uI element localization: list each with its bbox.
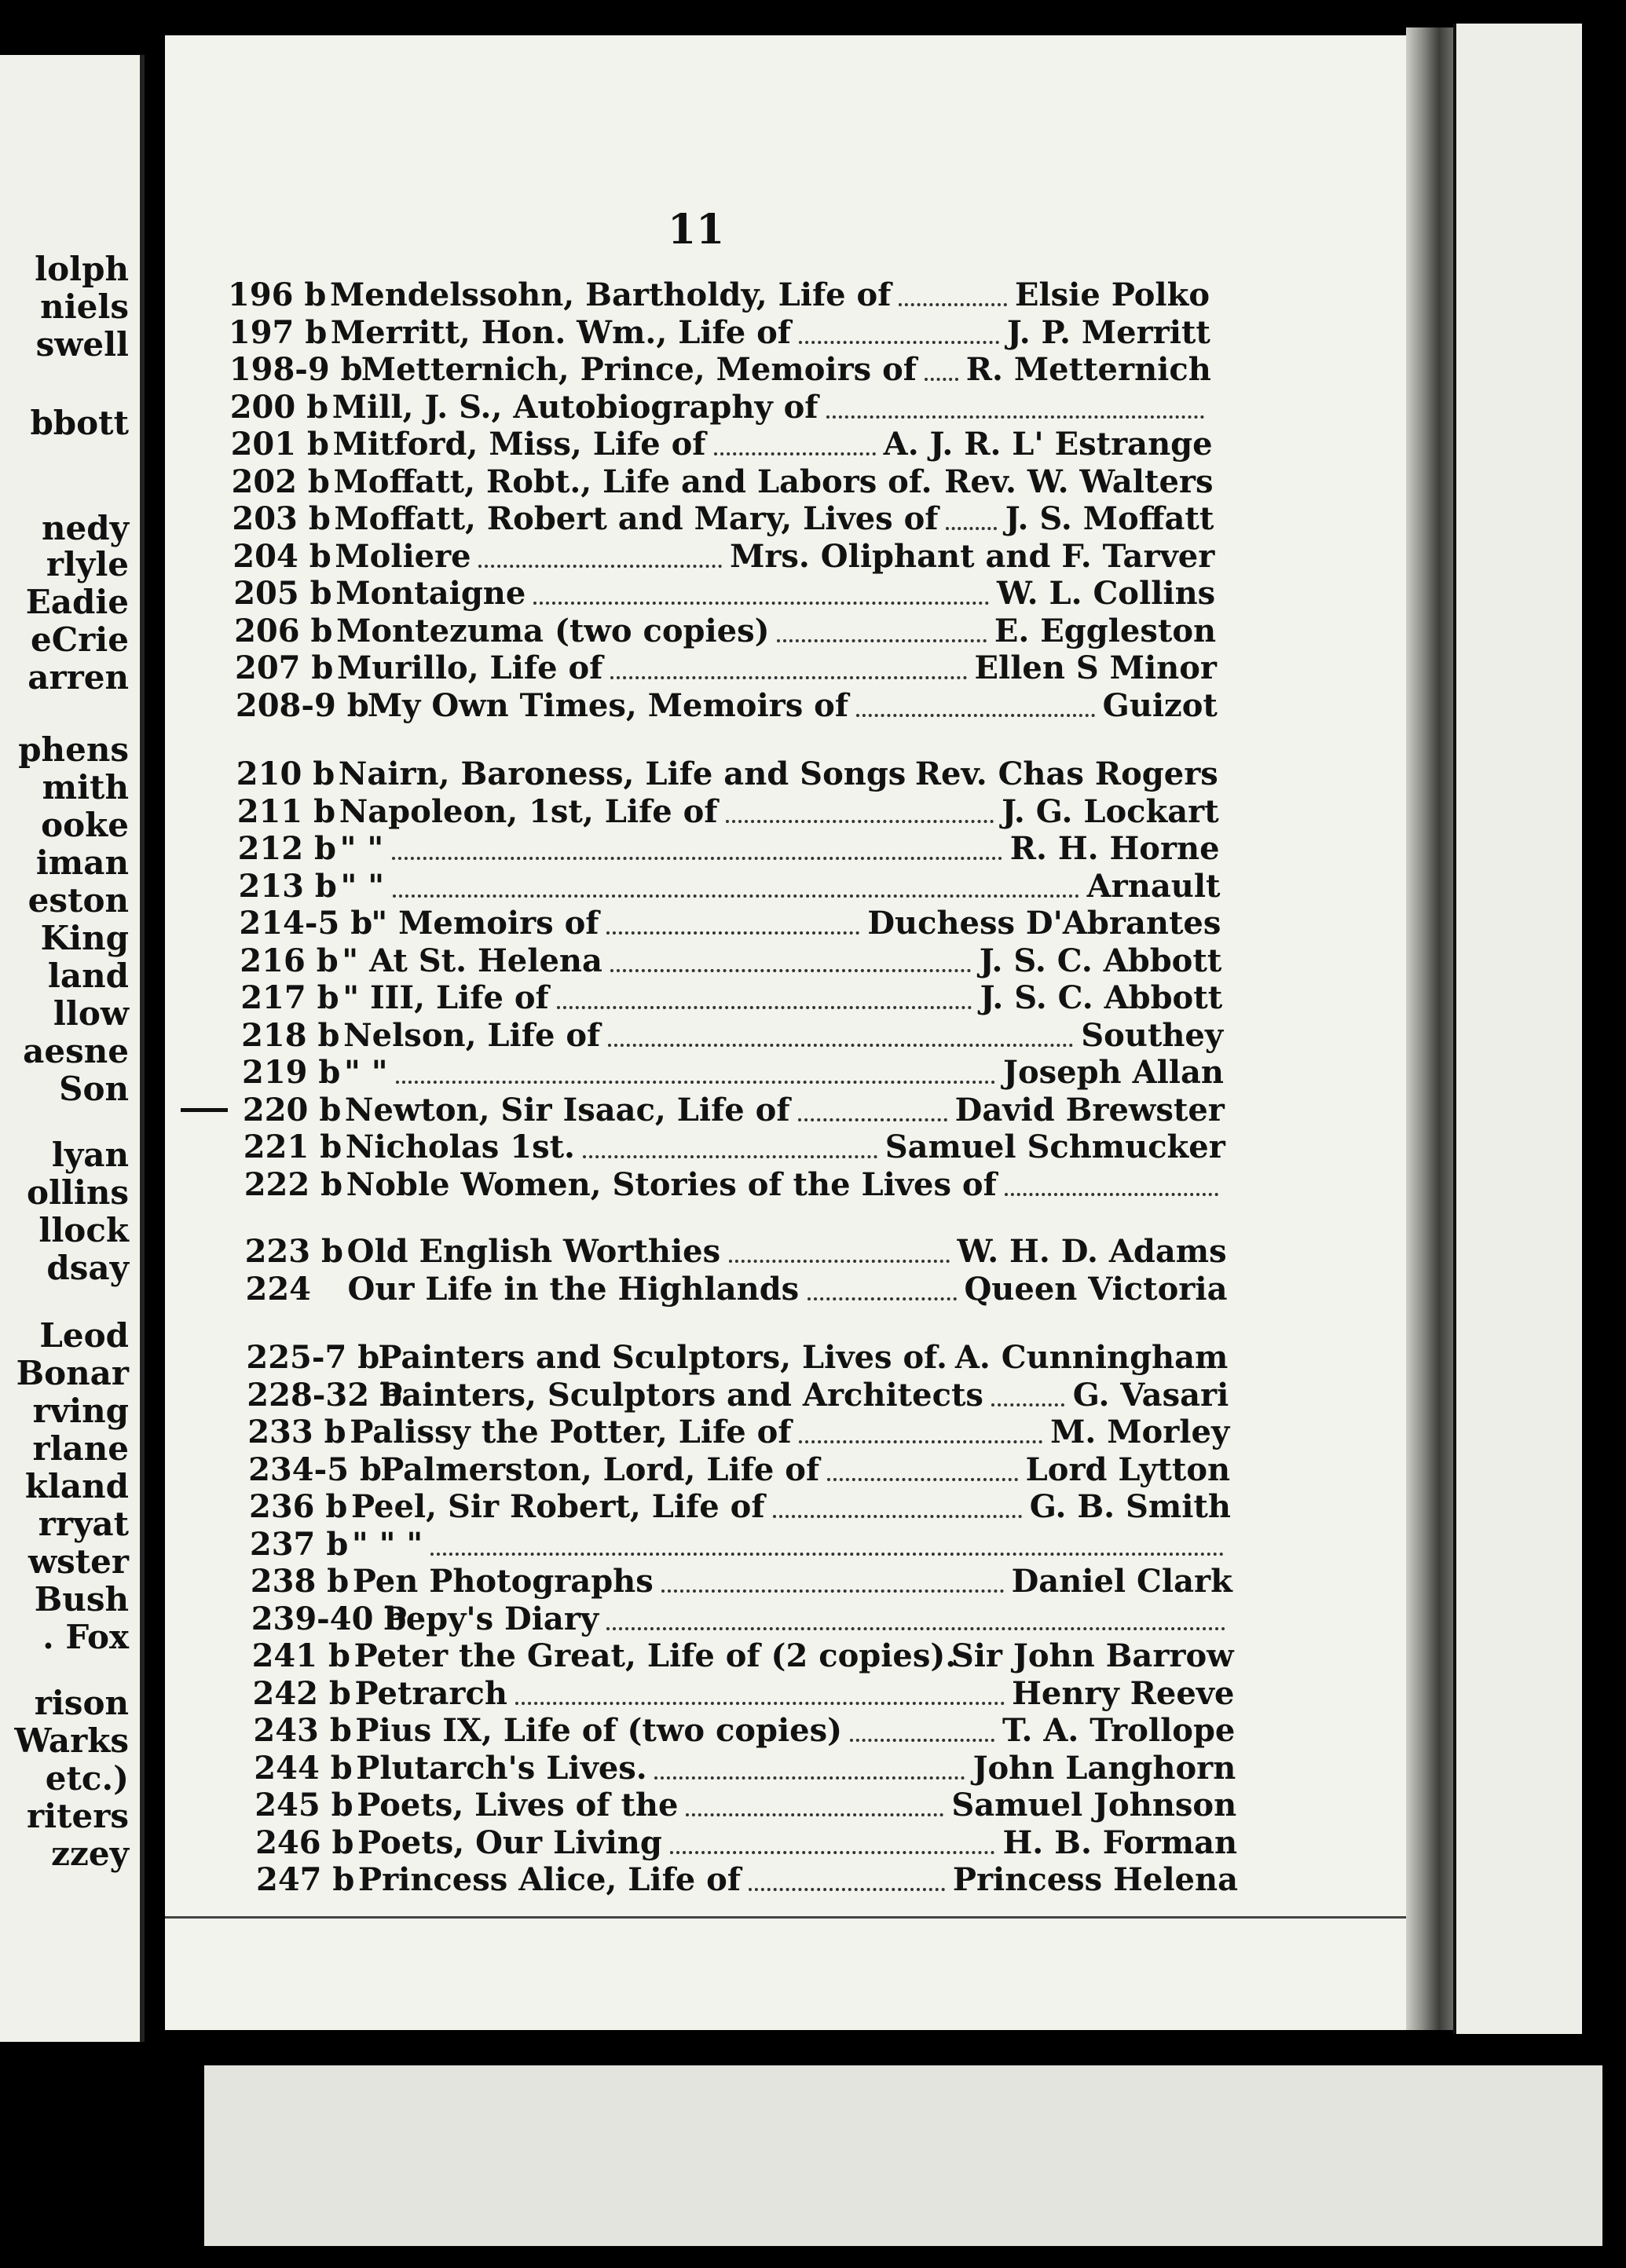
entry-number: 221 b <box>243 1129 342 1165</box>
entry-title: Pen Photographs <box>352 1563 654 1600</box>
left-page-fragment: rving <box>32 1392 129 1430</box>
entry-title: " " <box>344 1054 388 1091</box>
catalog-entry <box>253 1675 1235 1711</box>
entry-title: Moliere <box>335 537 471 575</box>
entry-title: " " " <box>351 1525 423 1563</box>
entry-title: Petrarch <box>354 1674 507 1712</box>
leader-dots <box>899 300 1007 306</box>
entry-author: R. Metternich <box>965 351 1211 388</box>
entry-title: Princess Alice, Life of <box>358 1861 742 1898</box>
leader-dots <box>654 1773 965 1780</box>
entry-number: 223 b <box>244 1233 343 1270</box>
entry-number: 206 b <box>234 612 333 649</box>
entry-title: Mitford, Miss, Life of <box>332 426 706 463</box>
entry-author: John Langhorn <box>972 1749 1236 1787</box>
page-edge-shadow <box>1406 27 1453 2030</box>
entry-author: J. S. C. Abbott <box>980 979 1223 1016</box>
left-page-fragment: ooke <box>41 806 129 844</box>
left-page-fragment: nedy <box>41 509 129 547</box>
entry-author: Guizot <box>1102 686 1218 724</box>
entry-number: 210 b <box>236 755 335 792</box>
entry-author: Southey <box>1081 1016 1224 1054</box>
catalog-entry <box>233 538 1214 574</box>
entry-number: 203 b <box>232 500 331 537</box>
leader-dots <box>478 562 722 568</box>
catalog-entry <box>241 1017 1223 1053</box>
catalog-entry <box>246 1271 1228 1307</box>
entry-author: Rev. W. Walters <box>944 463 1214 500</box>
left-page-fragment: kland <box>24 1467 129 1505</box>
leader-dots <box>850 1736 994 1742</box>
left-page-fragment: zzey <box>51 1835 129 1873</box>
leader-dots <box>557 1003 972 1009</box>
catalog-entry <box>242 1054 1224 1090</box>
entry-title: Napoleon, 1st, Life of <box>339 792 718 830</box>
left-page-fragment: etc.) <box>45 1759 129 1798</box>
left-page-fragment: rison <box>34 1684 129 1722</box>
leader-dots <box>610 966 971 972</box>
entry-author: Mrs. Oliphant and F. Tarver <box>730 537 1215 575</box>
entry-number: 237 b <box>249 1525 349 1563</box>
entry-title: Montezuma (two copies) <box>336 612 770 649</box>
left-page-fragment: arren <box>27 658 129 697</box>
entry-title: Old English Worthies <box>346 1233 721 1270</box>
entry-title: Painters, Sculptors and Architects <box>379 1376 983 1414</box>
entry-author: A. Cunningham <box>954 1339 1229 1376</box>
entry-number: 220 b <box>242 1091 342 1129</box>
catalog-entry <box>252 1637 1234 1674</box>
entry-title: Newton, Sir Isaac, Life of <box>344 1091 790 1129</box>
entry-author: W. H. D. Adams <box>957 1233 1227 1270</box>
catalog-entry <box>244 1129 1225 1165</box>
entry-number: 201 b <box>230 426 329 463</box>
entry-number: 239-40 b <box>251 1600 407 1637</box>
left-page-fragment: bbott <box>30 404 129 442</box>
catalog-entry <box>236 755 1218 792</box>
entry-number: 225-7 b <box>246 1339 380 1376</box>
entry-title: Our Life in the Highlands <box>347 1270 800 1308</box>
page-edge-stack <box>1453 24 1582 2034</box>
entry-title: " " <box>339 830 384 867</box>
entry-author: G. Vasari <box>1072 1376 1229 1414</box>
left-page-fragment: llow <box>53 994 129 1033</box>
entry-author: Princess Helena <box>952 1861 1238 1898</box>
entry-author: M. Morley <box>1050 1414 1230 1450</box>
entry-number: 244 b <box>254 1749 353 1787</box>
entry-author: Queen Victoria <box>964 1270 1228 1308</box>
left-page-fragment: lolph <box>35 250 129 288</box>
catalog-entry <box>232 463 1214 499</box>
entry-author: Rev. Chas Rogers <box>914 755 1218 792</box>
catalog-entry <box>229 314 1210 350</box>
leader-dots <box>608 1041 1073 1047</box>
catalog-entry <box>236 687 1218 723</box>
entry-number: 242 b <box>252 1674 351 1712</box>
catalog-entry <box>235 649 1217 686</box>
catalog-entry <box>244 1166 1226 1202</box>
entry-title: Peel, Sir Robert, Life of <box>351 1488 765 1525</box>
entry-number: 233 b <box>247 1414 346 1450</box>
entry-author: A. J. R. L' Estrange <box>883 426 1213 463</box>
entry-title: " III, Life of <box>342 979 549 1016</box>
leader-dots <box>799 338 999 344</box>
leader-dots <box>798 1115 947 1121</box>
entry-author: R. H. Horne <box>1009 830 1220 867</box>
leader-dots <box>991 1400 1064 1407</box>
entry-number: 200 b <box>229 388 329 426</box>
entry-number: 202 b <box>231 463 330 500</box>
leader-dots <box>533 598 989 605</box>
leader-dots <box>610 673 967 679</box>
left-page-fragment: aesne <box>23 1032 129 1070</box>
left-page-fragment: Bush <box>34 1580 129 1619</box>
entry-title: Palmerston, Lord, Life of <box>380 1450 820 1488</box>
catalog-entry <box>239 905 1221 941</box>
left-page-fragment: Son <box>59 1070 129 1108</box>
entry-number: 212 b <box>237 830 336 867</box>
leader-dots <box>393 891 1079 898</box>
left-page-fragment: llock <box>38 1211 129 1249</box>
left-facing-page <box>0 55 145 2042</box>
leader-dots <box>606 1624 1225 1630</box>
entry-title: Nelson, Life of <box>343 1016 601 1054</box>
entry-number: 197 b <box>228 313 328 351</box>
leader-dots <box>670 1848 994 1854</box>
left-page-fragment: phens <box>18 730 129 769</box>
entry-author: Joseph Allan <box>1003 1054 1224 1091</box>
entry-number: 243 b <box>253 1712 352 1749</box>
left-page-fragment: Warks <box>14 1721 129 1760</box>
pointer-mark <box>181 1108 228 1112</box>
left-page-fragment: rlyle <box>46 545 129 583</box>
entry-title: Pius IX, Life of (two copies) <box>355 1712 843 1749</box>
entry-title: Nicholas 1st. <box>345 1129 575 1165</box>
left-page-fragment: Bonar <box>16 1354 129 1392</box>
leader-dots <box>661 1586 1004 1593</box>
entry-number: 204 b <box>233 537 331 575</box>
entry-title: Palissy the Potter, Life of <box>350 1414 792 1450</box>
leader-dots <box>826 412 1204 419</box>
left-page-fragment: lyan <box>51 1136 129 1174</box>
entry-title: Mill, J. S., Autobiography of <box>331 388 818 426</box>
entry-author: H. B. Forman <box>1002 1824 1238 1861</box>
leader-dots <box>515 1699 1005 1705</box>
entry-title: Nairn, Baroness, Life and Songs <box>338 755 906 792</box>
leader-dots <box>799 1437 1042 1443</box>
entry-author: Daniel Clark <box>1011 1563 1232 1600</box>
catalog-entry <box>231 426 1213 462</box>
left-page-fragment: mith <box>42 768 129 807</box>
catalog-entry <box>228 276 1210 313</box>
entry-author: Elsie Polko <box>1014 276 1210 313</box>
bottom-page-strip <box>204 2065 1602 2246</box>
entry-author: Samuel Schmucker <box>884 1129 1225 1165</box>
left-page-fragment: rryat <box>38 1505 129 1543</box>
entry-author: J. P. Merritt <box>1006 313 1210 351</box>
entry-number: 222 b <box>244 1165 343 1203</box>
leader-dots <box>925 375 958 381</box>
entry-title: Plutarch's Lives. <box>356 1749 647 1787</box>
left-page-fragment: niels <box>40 287 129 326</box>
catalog-entry <box>238 830 1220 866</box>
left-page-fragment: eCrie <box>31 620 129 659</box>
entry-author: David Brewster <box>954 1091 1225 1129</box>
leader-dots <box>749 1885 945 1891</box>
entry-title: Poets, Lives of the <box>357 1787 679 1824</box>
entry-author: Sir John Barrow <box>950 1637 1234 1674</box>
catalog-entry <box>240 979 1222 1015</box>
left-page-fragment: . Fox <box>42 1618 129 1656</box>
entry-author: E. Eggleston <box>994 612 1217 649</box>
entry-author: Ellen S Minor <box>974 649 1217 686</box>
left-page-fragment: King <box>40 919 129 957</box>
entry-number: 213 b <box>238 867 337 905</box>
catalog-entry <box>234 613 1216 649</box>
entry-title: Pepy's Diary <box>383 1600 599 1637</box>
entry-number: 234-5 b <box>248 1450 382 1488</box>
page-bottom-rule <box>165 1916 1406 1919</box>
left-page-fragment: Eadie <box>25 583 129 621</box>
entry-author: J. G. Lockart <box>1002 792 1219 830</box>
entry-number: 196 b <box>228 276 327 313</box>
entry-title: " At St. Helena <box>342 942 602 979</box>
leader-dots <box>1005 1190 1218 1196</box>
entry-number: 241 b <box>251 1637 350 1674</box>
entry-title: Moffatt, Robt., Life and Labors of. <box>333 463 932 500</box>
entry-title: Metternich, Prince, Memoirs of <box>361 351 917 388</box>
entry-author: Duchess D'Abrantes <box>867 905 1221 942</box>
catalog-entry <box>237 793 1219 829</box>
entry-author: Arnault <box>1086 867 1221 905</box>
leader-dots <box>726 817 994 823</box>
entry-number: 246 b <box>255 1824 354 1861</box>
catalog-entry <box>247 1414 1229 1450</box>
entry-author: J. S. C. Abbott <box>979 942 1222 979</box>
catalog-entry <box>250 1526 1232 1562</box>
left-page-fragment: ollins <box>26 1173 129 1212</box>
entry-title: Painters and Sculptors, Lives of. <box>378 1339 947 1376</box>
entry-number: 217 b <box>240 979 339 1016</box>
left-page-fragment: riters <box>27 1797 129 1835</box>
entry-number: 214-5 b <box>239 905 373 942</box>
page-number: 11 <box>668 206 725 254</box>
leader-dots <box>808 1294 957 1300</box>
catalog-entry <box>248 1451 1230 1487</box>
entry-number: 198-9 b <box>229 351 363 388</box>
entry-title: My Own Times, Memoirs of <box>367 686 849 724</box>
catalog-entry <box>233 575 1215 611</box>
leader-dots <box>773 1512 1022 1518</box>
entry-number: 205 b <box>233 575 332 612</box>
catalog-entry <box>243 1092 1225 1128</box>
leader-dots <box>777 636 987 642</box>
entry-title: Poets, Our Living <box>357 1824 662 1861</box>
catalog-entry <box>232 500 1214 536</box>
leader-dots <box>430 1549 1224 1556</box>
entry-title: Moffatt, Robert and Mary, Lives of <box>334 500 939 537</box>
entry-author: G. B. Smith <box>1029 1488 1231 1525</box>
catalog-entry <box>254 1750 1236 1786</box>
catalog-entry <box>255 1787 1236 1823</box>
entry-number: 228-32 b <box>247 1376 402 1414</box>
entry-title: Mendelssohn, Bartholdy, Life of <box>330 276 892 313</box>
catalog-entry <box>251 1600 1233 1637</box>
entry-number: 245 b <box>255 1787 353 1824</box>
catalog-entry <box>229 351 1211 387</box>
catalog-entry <box>240 942 1221 979</box>
catalog-entry <box>245 1233 1227 1269</box>
entry-number: 208-9 b <box>235 686 369 724</box>
catalog-entry <box>256 1861 1238 1897</box>
leader-dots <box>396 1077 995 1084</box>
catalog-entry <box>253 1712 1235 1748</box>
entry-number: 219 b <box>242 1054 341 1091</box>
entry-number: 238 b <box>250 1563 350 1600</box>
left-page-fragment: dsay <box>46 1249 129 1287</box>
entry-author: Henry Reeve <box>1012 1674 1235 1712</box>
catalog-entry <box>239 868 1221 904</box>
entry-number: 207 b <box>235 649 334 686</box>
catalog-entry <box>251 1563 1232 1599</box>
entry-number: 247 b <box>256 1861 355 1898</box>
entry-author: Lord Lytton <box>1025 1450 1231 1488</box>
left-page-fragment: rlane <box>32 1429 129 1468</box>
entry-number: 216 b <box>240 942 339 979</box>
catalog-entry <box>246 1339 1228 1375</box>
entry-title: Murillo, Life of <box>337 649 603 686</box>
leader-dots <box>714 449 876 455</box>
entry-author: T. A. Trollope <box>1002 1712 1236 1749</box>
leader-dots <box>392 854 1002 860</box>
leader-dots <box>606 928 859 935</box>
leader-dots <box>583 1152 877 1158</box>
entry-title: " " <box>340 867 385 905</box>
entry-title: Montaigne <box>335 575 526 612</box>
entry-number: 236 b <box>249 1488 348 1525</box>
entry-author: J. S. Moffatt <box>1005 500 1214 537</box>
leader-dots <box>856 711 1095 717</box>
left-page-fragment: swell <box>35 325 129 364</box>
entry-number: 224 <box>245 1270 311 1308</box>
catalog-entry <box>247 1377 1229 1413</box>
left-page-fragment: iman <box>35 843 129 882</box>
catalog-entry <box>230 389 1212 425</box>
left-page-fragment: Leod <box>39 1316 129 1355</box>
catalog-entry <box>255 1824 1237 1860</box>
left-page-fragment: eston <box>27 881 129 920</box>
entry-author: Samuel Johnson <box>951 1787 1237 1824</box>
leader-dots <box>946 524 997 530</box>
entry-number: 211 b <box>236 792 336 830</box>
leader-dots <box>686 1810 943 1816</box>
entry-number: 218 b <box>241 1016 340 1054</box>
entry-title: Noble Women, Stories of the Lives of <box>346 1165 997 1203</box>
entry-author: W. L. Collins <box>996 575 1216 612</box>
left-page-fragment: land <box>47 957 129 995</box>
entry-title: " Memoirs of <box>371 905 599 942</box>
entry-title: Merritt, Hon. Wm., Life of <box>330 313 791 351</box>
leader-dots <box>827 1475 1018 1481</box>
leader-dots <box>729 1257 950 1263</box>
catalog-entry <box>249 1488 1231 1524</box>
entry-title: Peter the Great, Life of (2 copies). <box>353 1637 957 1674</box>
left-page-fragment: wster <box>27 1542 129 1581</box>
